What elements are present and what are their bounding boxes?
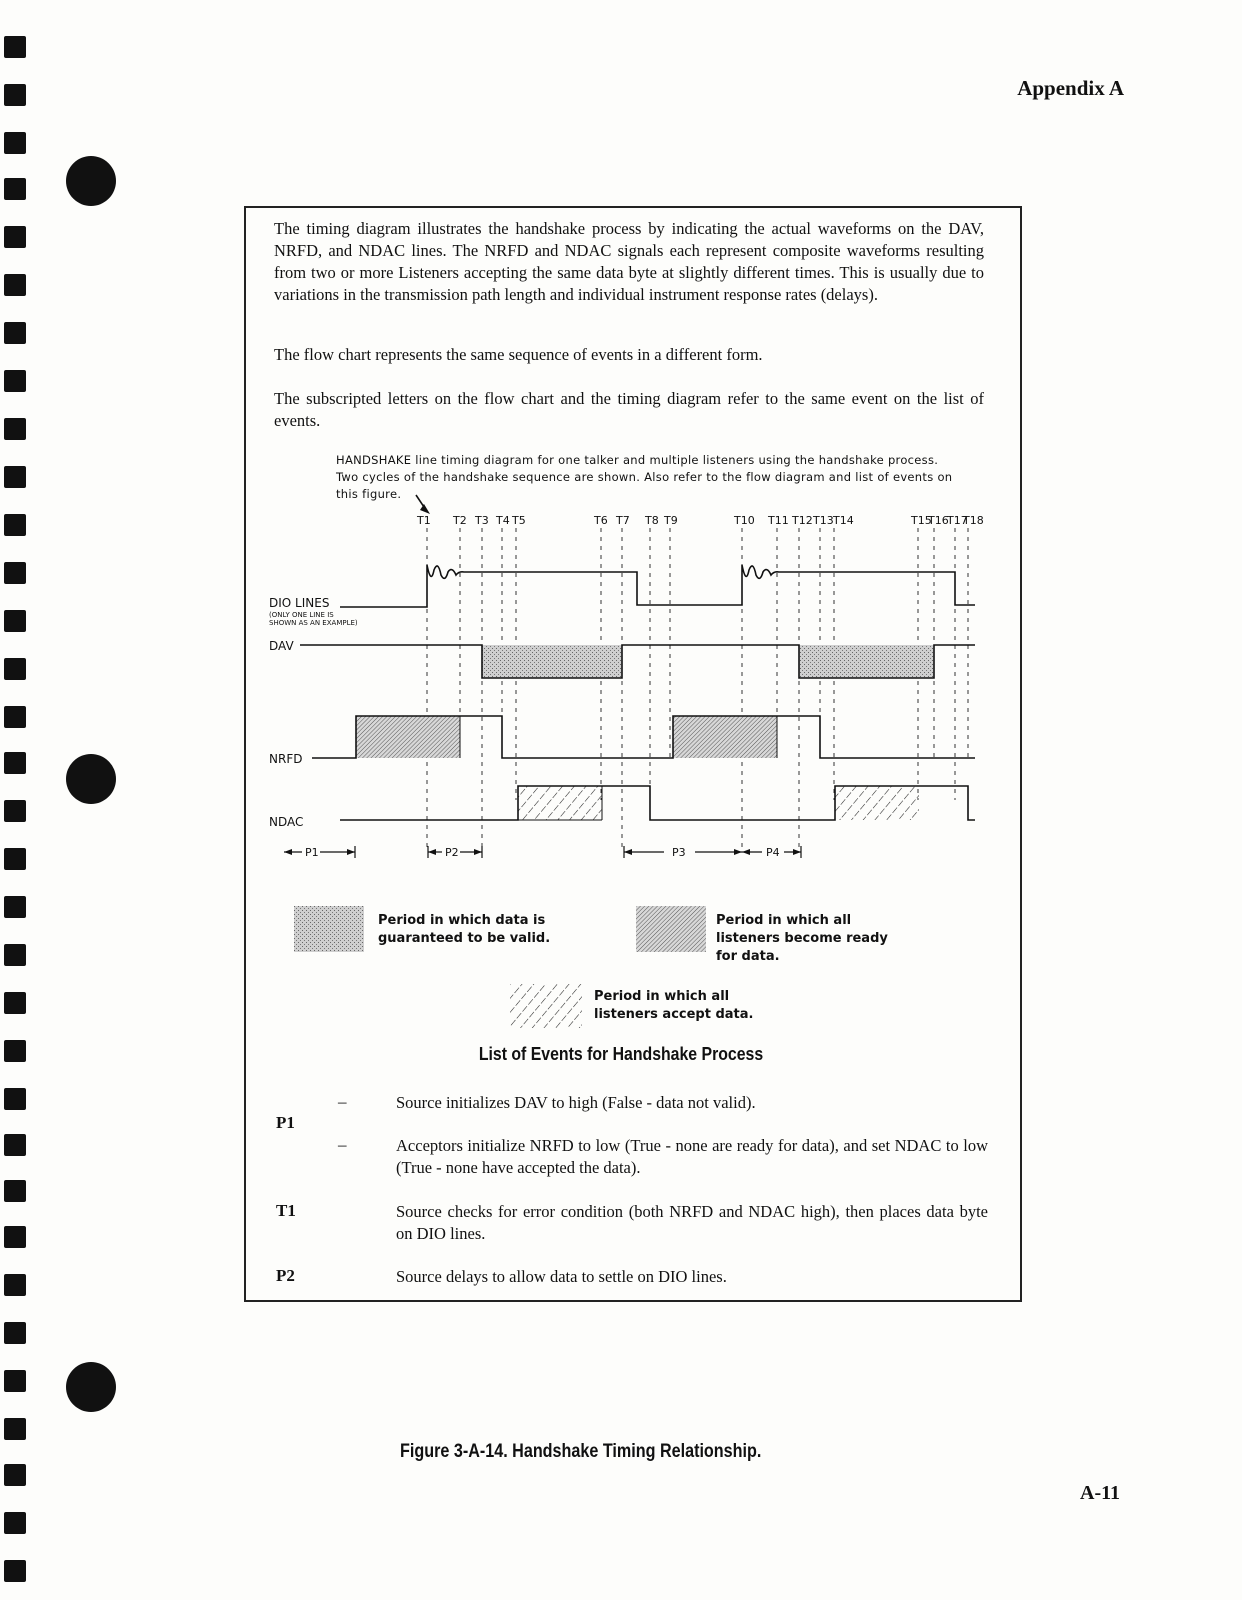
time-label: T11 xyxy=(768,514,789,527)
time-label: T14 xyxy=(833,514,854,527)
period-dimensions xyxy=(284,846,801,858)
diagram-caption: HANDSHAKE line timing diagram for one talker and multiple listeners using the handshake process. Two cycles of the handshake sequence are shown. Also refer to the flow diagram and list of events on this figure. xyxy=(336,453,953,501)
page-number: A-11 xyxy=(1080,1482,1120,1504)
binder-hole xyxy=(4,418,26,440)
time-label: T15 xyxy=(911,514,932,527)
period-label: P4 xyxy=(766,846,780,859)
event-text: Source delays to allow data to settle on DIO lines. xyxy=(396,1267,727,1286)
nrfd-ready-region xyxy=(356,716,460,758)
time-label: T18 xyxy=(963,514,984,527)
timing-diagram xyxy=(260,490,990,875)
binder-hole xyxy=(4,1040,26,1062)
legend-swatch-valid xyxy=(294,906,364,952)
binder-hole xyxy=(4,1418,26,1440)
binder-hole xyxy=(4,1274,26,1296)
event-text: Source initializes DAV to high (False - data not valid). xyxy=(396,1093,756,1112)
binder-hole xyxy=(4,370,26,392)
event-dash: – xyxy=(338,1135,347,1154)
binder-hole xyxy=(4,1088,26,1110)
figure-caption: Figure 3-A-14. Handshake Timing Relationship. xyxy=(400,1441,762,1462)
binder-hole xyxy=(4,752,26,774)
binder-hole xyxy=(4,132,26,154)
ndac-accept-region xyxy=(835,786,919,820)
intro-paragraph-1: The timing diagram illustrates the handshake process by indicating the actual waveforms on the DAV, NRFD, and NDAC lines. The NRFD and NDAC signals each represent composite waveforms resulting from two or more Listeners accepting the same data byte at slightly different times. This is usually due to variations in the transmission path length and individual instrument response rates (delays). xyxy=(274,219,984,304)
period-label: P1 xyxy=(305,846,319,859)
binder-hole xyxy=(4,1512,26,1534)
binder-hole xyxy=(4,466,26,488)
pointer-arrowhead xyxy=(420,504,430,514)
nrfd-label: NRFD xyxy=(269,752,303,766)
time-label: T2 xyxy=(453,514,467,527)
binder-hole xyxy=(4,1180,26,1202)
binder-hole xyxy=(4,1322,26,1344)
period-label: P2 xyxy=(445,846,459,859)
binder-hole xyxy=(4,944,26,966)
legend-swatch-ready xyxy=(636,906,706,952)
binder-hole xyxy=(4,610,26,632)
binder-hole xyxy=(4,658,26,680)
period-label: P3 xyxy=(672,846,686,859)
legend-valid-text: Period in which data is guaranteed to be valid. xyxy=(378,913,551,946)
event-text: Source checks for error condition (both NRFD and NDAC high), then places data byte on DIO lines. xyxy=(396,1202,988,1243)
time-label: T10 xyxy=(734,514,755,527)
binder-ring-hole xyxy=(66,156,116,206)
binder-hole xyxy=(4,178,26,200)
binder-hole xyxy=(4,896,26,918)
binder-hole xyxy=(4,1370,26,1392)
time-label: T5 xyxy=(512,514,526,527)
dio-waveform xyxy=(340,565,975,607)
nrfd-ready-region xyxy=(673,716,777,758)
dav-label: DAV xyxy=(269,639,294,653)
dio-note-line-1: (ONLY ONE LINE IS xyxy=(269,611,334,619)
binder-ring-hole xyxy=(66,754,116,804)
intro-paragraph-2: The flow chart represents the same sequence of events in a different form. xyxy=(274,345,763,364)
time-label: T4 xyxy=(496,514,510,527)
binder-hole xyxy=(4,562,26,584)
event-label: T1 xyxy=(276,1201,296,1220)
binder-hole xyxy=(4,1560,26,1582)
legend-ready-text: Period in which all listeners become ready for data. xyxy=(716,913,888,964)
binder-hole xyxy=(4,1226,26,1248)
binder-hole xyxy=(4,226,26,248)
ndac-accept-region xyxy=(518,786,602,820)
ndac-label: NDAC xyxy=(269,815,304,829)
time-label: T1 xyxy=(417,514,431,527)
binder-hole xyxy=(4,274,26,296)
binder-hole xyxy=(4,322,26,344)
intro-paragraph-3: The subscripted letters on the flow chart and the timing diagram refer to the same event on the list of events. xyxy=(274,389,984,430)
binder-hole xyxy=(4,36,26,58)
binder-hole xyxy=(4,848,26,870)
dio-note-line-2: SHOWN AS AN EXAMPLE) xyxy=(269,619,358,627)
dio-lines-label: DIO LINES xyxy=(269,596,330,610)
event-label: P1 xyxy=(276,1113,295,1132)
event-label: P2 xyxy=(276,1266,295,1285)
appendix-heading: Appendix A xyxy=(1017,76,1124,100)
time-label: T17 xyxy=(947,514,968,527)
time-label: T3 xyxy=(475,514,489,527)
dav-valid-region xyxy=(482,645,622,678)
time-label: T9 xyxy=(664,514,678,527)
event-text: Acceptors initialize NRFD to low (True - none are ready for data), and set NDAC to low (True - none have accepted the data). xyxy=(396,1136,988,1177)
binder-hole xyxy=(4,992,26,1014)
time-label: T8 xyxy=(645,514,659,527)
legend-accept-text: Period in which all listeners accept data. xyxy=(594,989,754,1022)
binder-hole xyxy=(4,800,26,822)
legend-swatch-accept xyxy=(510,984,582,1028)
binder-hole xyxy=(4,1464,26,1486)
event-dash: – xyxy=(338,1092,347,1111)
time-label: T7 xyxy=(616,514,630,527)
time-label: T16 xyxy=(928,514,949,527)
binder-ring-hole xyxy=(66,1362,116,1412)
binder-hole xyxy=(4,706,26,728)
binder-hole xyxy=(4,1134,26,1156)
time-label: T13 xyxy=(813,514,834,527)
time-label: T6 xyxy=(594,514,608,527)
binder-hole xyxy=(4,84,26,106)
events-title: List of Events for Handshake Process xyxy=(478,1044,764,1064)
binder-hole xyxy=(4,514,26,536)
dav-valid-region xyxy=(799,645,934,678)
time-label: T12 xyxy=(792,514,813,527)
